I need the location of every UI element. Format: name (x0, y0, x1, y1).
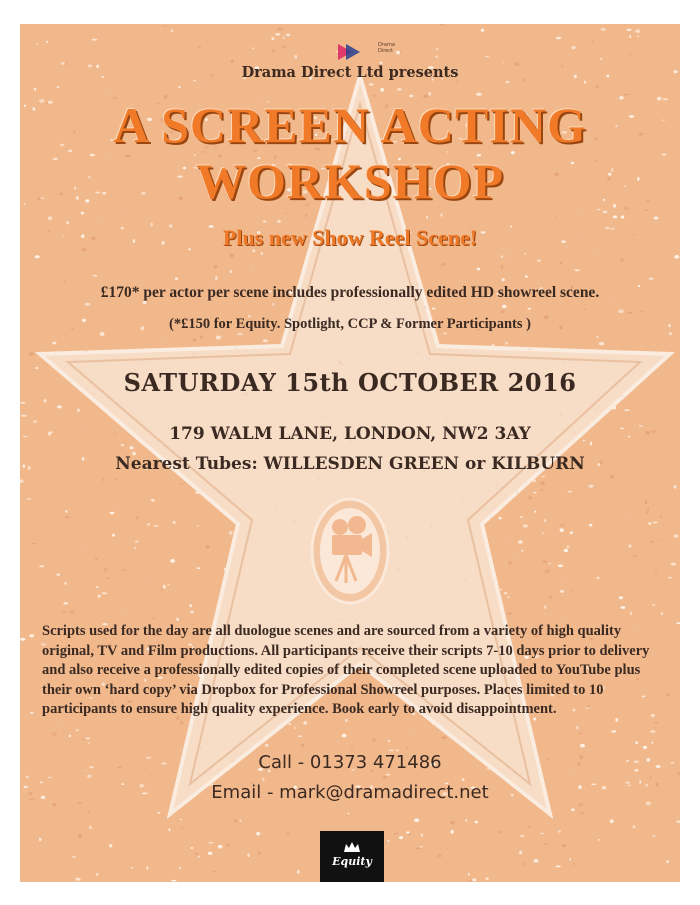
price-main: £170* per actor per scene includes professionally edited HD showreel scene. (100, 284, 600, 301)
subtitle: Plus new Show Reel Scene! (222, 225, 478, 250)
crown-icon (344, 842, 360, 852)
presents-line: Drama Direct Ltd presents (241, 64, 459, 81)
equity-logo-text: Equity (332, 855, 372, 868)
title-line-2: WORKSHOP (195, 153, 505, 209)
price-note: (*£150 for Equity. Spotlight, CCP & Former Participants ) (169, 316, 531, 332)
contact-email: Email - mark@dramadirect.net (211, 782, 489, 803)
film-projector-icon (310, 497, 390, 605)
title-line-1: A SCREEN ACTING (113, 97, 587, 153)
equity-logo (320, 831, 384, 882)
nearest-tubes: Nearest Tubes: WILLESDEN GREEN or KILBURN (115, 454, 585, 474)
drama-direct-logo-icon (334, 42, 368, 62)
contact-phone: Call - 01373 471486 (258, 752, 442, 773)
logo-text: Drama Direct (378, 42, 395, 54)
event-address: 179 WALM LANE, LONDON, NW2 3AY (169, 424, 531, 444)
description-paragraph: Scripts used for the day are all duologue scenes and are sourced from a variety of high quality original, TV and Film productions. All participants receive their scripts 7-10 days prior to delivery and also receive a professionally edited copies of their completed scene uploaded to YouTube plus their own ‘hard copy’ via Dropbox for Professional Showreel purposes. Places limited to 10 participants to ensure high quality experience. Book early to avoid disappointment. (42, 623, 650, 717)
event-date: SATURDAY 15th OCTOBER 2016 (123, 368, 577, 397)
poster (20, 24, 680, 882)
